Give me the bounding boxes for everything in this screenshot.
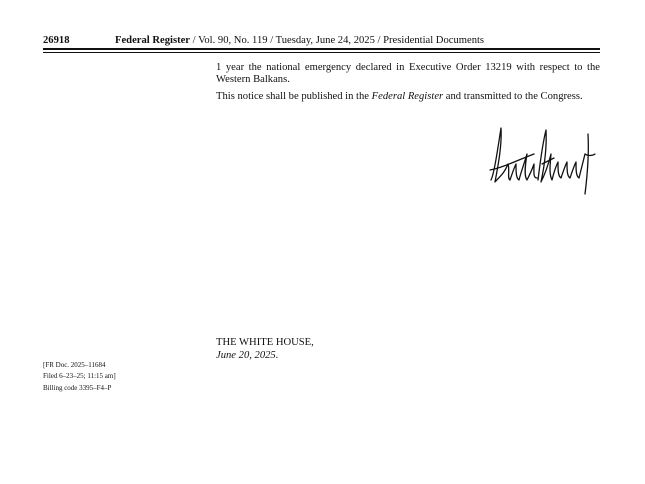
presidential-signature [488, 124, 598, 198]
header-rule-thick [43, 48, 600, 50]
header-rule-thin [43, 52, 600, 53]
publication-name-italic: Federal Register [371, 91, 444, 102]
running-header [43, 34, 600, 48]
body-paragraph-1: 1 year the national emergency declared in Executive Order 13219 with respect to the Western Balkans. [216, 62, 600, 85]
page-number: 26918 [43, 35, 70, 46]
filed-date: Filed 6–23–25; 11:15 am] [43, 372, 116, 380]
volume-number: Vol. 90, No. 119 [198, 35, 268, 46]
paragraph-2-lead: This notice shall be published in the [216, 91, 372, 102]
billing-code: Billing code 3395–F4–P [43, 384, 112, 392]
closing-place: THE WHITE HOUSE, [216, 337, 314, 348]
header-separator: / [190, 35, 199, 46]
signature-image [488, 124, 598, 198]
closing-date: June 20, 2025. [216, 350, 279, 361]
header-separator: / [374, 35, 384, 46]
running-head-text [115, 34, 484, 48]
paragraph-2-tail: and transmitted to the Congress. [443, 91, 583, 102]
body-paragraph-2 [216, 91, 600, 103]
section-name: Presidential Documents [383, 35, 485, 46]
header-separator: / [267, 35, 276, 46]
publication-name: Federal Register [115, 35, 191, 46]
fr-doc-number: [FR Doc. 2025–11684 [43, 361, 106, 369]
issue-date: Tuesday, June 24, 2025 [275, 35, 375, 46]
